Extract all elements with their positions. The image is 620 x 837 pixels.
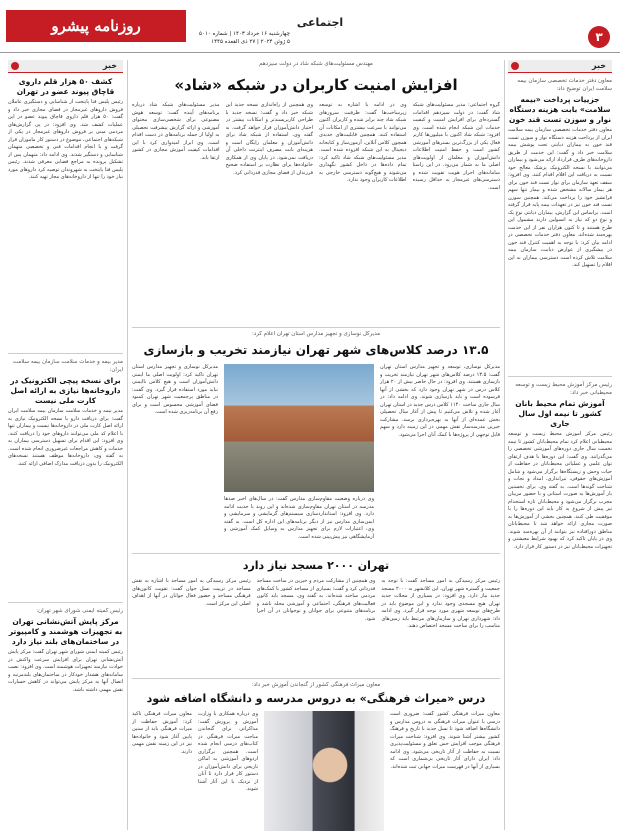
story2-body-c: مدیرکل نوسازی و تجهیز مدارس استان تهران تاکید کرد: اولویت اصلی ما ایمنی دانش‌آموزان است و هیچ کلاس ناایمنی نباید مورد استفاده قرار گیرد. وی گفت: در مناطق پرجمعیت شهر تهران کمبود فضای آموزشی محسوس است و برای رفع آن برنامه‌ریزی شده است. xyxy=(132,364,218,415)
story4-body-a: معاون میراث فرهنگی کشور گفت: ضروری است درسی با عنوان میراث فرهنگی به دروس مدارس و دانشگاه‌ها اضافه شود تا نسل جدید با تاریخ و فرهنگ کشور بیشتر آشنا شوند. وی افزود: شناخت میراث فرهنگی موجب افزایش حس تعلق و مسئولیت‌پذیری نسبت به حفاظت از آثار تاریخی می‌شود. وی ادامه داد: ایران دارای آثار تاریخی بی‌شماری است که بسیاری از آنها در فهرست میراث جهانی ثبت شده‌اند. xyxy=(390,711,500,770)
story4-headline: درس «میراث فرهنگی» به دروس مدرسه و دانشگاه اضافه شود xyxy=(146,692,486,705)
right-news-title: خبر xyxy=(591,61,606,70)
divider xyxy=(132,553,500,554)
date-line xyxy=(190,30,290,46)
left-item1-body: رئیس پلیس فتا پایتخت از شناسایی و دستگیری عاملان فروش داروهای غیرمجاز در فضای مجازی خبر داد و گفت: ۵۰ هزار قلم داروی قاچاق پیوند عضو در این عملیات کشف شد. وی افزود: در پی گزارش‌های مردمی مبنی بر فروش داروهای غیرمجاز در یکی از شبکه‌های اجتماعی، موضوع در دستور کار ماموران قرار گرفت و با انجام اقدامات فنی و تخصصی متهمان شناسایی و دستگیر شدند. وی ادامه داد: متهمان پس از تشکیل پرونده به مراجع قضایی معرفی شدند. رئیس پلیس فتا پایتخت به شهروندان توصیه کرد داروهای مورد نیاز خود را تنها از داروخانه‌های مجاز تهیه کنند. xyxy=(8,99,123,180)
story3-body-b: وی همچنین از مشارکت مردم و خیرین در ساخت مساجد قدردانی کرد و گفت: بسیاری از مساجد کشور با کمک‌های مردمی ساخته شده‌اند. به گفته وی، مسجد باید کانون فعالیت‌های فرهنگی، اجتماعی و آموزشی محله باشد و برنامه‌های متنوعی برای جوانان و نوجوانان در آن اجرا شود. xyxy=(256,578,376,622)
story2-body-b: وی درباره وضعیت مقاوم‌سازی مدارس گفت: در سال‌های اخیر صدها مدرسه در استان تهران مقاوم‌سازی شده‌اند و این روند با جدیت ادامه دارد. وی افزود: استانداردسازی سیستم‌های گرمایشی و سرمایشی و ایمن‌سازی مدارس نیز از دیگر برنامه‌های این اداره کل است. به گفته وی، اعتبارات لازم برای تجهیز مدارس به وسایل کمک آموزشی و آزمایشگاهی نیز پیش‌بینی شده است. xyxy=(224,496,374,540)
column-divider xyxy=(504,60,505,830)
story4-body-b: وی درباره همکاری با وزارت آموزش و پرورش گفت: مذاکراتی برای گنجاندن مباحث میراث فرهنگی در کتاب‌های درسی انجام شده است. همچنین برگزاری اردوهای آموزشی به اماکن تاریخی برای دانش‌آموزان در دستور کار قرار دارد تا آنان از نزدیک با این آثار آشنا شوند. xyxy=(198,711,258,792)
story4-kicker: معاون میراث فرهنگی کشور از گنجاندن آموزش خبر داد: xyxy=(251,682,381,688)
right-item2-body: رئیس مرکز آموزش محیط زیست و توسعه محیطبانی اعلام کرد تمام محیط‌بانان کشور تا نیمه نخست سال جاری دوره‌های آموزشی تخصصی را می‌گذرانند. وی گفت: این دوره‌ها با هدف ارتقای توان علمی و عملیاتی محیط‌بانان در حفاظت از حیات وحش و زیستگاه‌ها برگزار می‌شود و شامل آموزش‌های حقوقی، تیراندازی، امداد و نجات و شناخت گونه‌ها است. به گفته وی، برای نخستین بار آموزش‌ها به صورت استانی و با حضور مربیان مجرب برگزار می‌شود و محیط‌بانان تازه استخدام نیز پیش از شروع به کار باید این دوره‌ها را با موفقیت طی کنند. همچنین بخشی از آموزش‌ها به صورت مجازی ارائه خواهد شد تا محیط‌بانان مناطق دورافتاده نیز بتوانند از آن بهره‌مند شوند. وی در پایان تاکید کرد که بهبود شرایط معیشتی و تجهیزات محیط‌بانان نیز در دستور کار قرار دارد. xyxy=(508,431,612,550)
divider xyxy=(508,376,612,377)
right-item1-kicker: معاون دفتر خدمات تخصصی سازمان بیمه سلامت ایران توضیح داد: xyxy=(517,78,612,92)
section-title: اجتماعی xyxy=(296,16,344,29)
story4-body xyxy=(132,711,500,831)
masthead xyxy=(0,0,620,53)
left-item2-body: مدیر بیمه و خدمات سلامت سازمان بیمه سلامت ایران گفت: برای دریافت دارو با نسخه الکترونیک نیازی به ارائه اصل کارت ملی در داروخانه‌ها نیست و بیماران تنها با اعلام کد ملی می‌توانند داروهای خود را دریافت کنند. وی افزود: این اقدام برای تسهیل دسترسی بیماران به خدمات و کاهش مراجعات غیرضروری انجام شده است. به گفته وی، داروخانه‌ها موظف هستند نسخه‌های الکترونیک را بدون دریافت مدارک اضافی ارائه کنند. xyxy=(8,408,123,467)
story3-body xyxy=(132,578,500,674)
school-building-photo xyxy=(224,364,374,492)
chevron-icon xyxy=(11,62,19,70)
chevron-icon xyxy=(511,62,519,70)
lead-body xyxy=(132,102,500,327)
lead-body-col3: وی همچنین از راه‌اندازی نسخه جدید این شبکه خبر داد و گفت: نسخه جدید با طراحی کاربرپسندتر و امکانات بیشتر در اختیار دانش‌آموزان قرار خواهد گرفت. به گفته وی، استفاده از شبکه شاد برای دانش‌آموزان و معلمان رایگان است و هزینه‌ای بابت مصرف اینترنت داخلی آن دریافت نمی‌شود. در پایان وی از همکاری خانواده‌ها برای نظارت بر استفاده صحیح فرزندان از فضای مجازی قدردانی کرد. xyxy=(225,102,313,176)
left-news-title: خبر xyxy=(102,61,117,70)
divider xyxy=(8,353,123,354)
classrooms-story xyxy=(132,330,500,550)
story2-headline: ۱۳.۵ درصد کلاس‌های شهر تهران نیازمند تخریب و بازسازی xyxy=(143,343,489,357)
divider xyxy=(132,678,500,679)
lead-kicker: مهندس مسئولیت‌های شبکه شاد در دولت سیزدهم xyxy=(259,61,373,67)
story4-body-c: معاون میراث فرهنگی تاکید کرد: آموزش حفاظت از میراث فرهنگی باید از سنین پایین آغاز شود و خانواده‌ها نیز در این زمینه نقش مهمی دارند. xyxy=(132,711,192,755)
right-news-column xyxy=(508,60,612,830)
right-item1-body: معاون دفتر خدمات تخصصی سازمان بیمه سلامت ایران از پرداخت هزینه دستگاه نوار و سوزن تست قند خون به بیماران دیابتی تحت پوشش بیمه سلامت خبر داد و گفت: این خدمت از طریق داروخانه‌های طرف قرارداد ارائه می‌شود و بیماران می‌توانند با نسخه الکترونیک پزشک معالج خود نسبت به دریافت این اقلام اقدام کنند. وی افزود: سقف تعهد سازمان برای نوار تست قند خون برای هر بیمار سالانه مشخص شده و بیمار تنها سهم فرانشیز خود را پرداخت می‌کند. همچنین سوزن تست قند خون نیز در تعهدات بیمه پایه قرار گرفته است. براساس این گزارش، بیماران دیابتی نوع یک و نوع دو که نیاز به انسولین دارند مشمول این طرح هستند و تا کنون هزاران نفر از این خدمت بهره‌مند شده‌اند. معاون دفتر خدمات تخصصی در ادامه بیان کرد: با توجه به اهمیت کنترل قند خون در پیشگیری از عوارض دیابت، سازمان بیمه سلامت تلاش کرده است دسترسی بیماران به این اقلام را تسهیل کند. xyxy=(508,127,612,268)
story2-photo-column xyxy=(224,364,374,554)
lead-story xyxy=(132,60,500,325)
lead-body-col4: مدیر مسئولیت‌های شبکه شاد درباره برنامه‌های آینده گفت: توسعه هوش مصنوعی برای شخصی‌سازی محتوای آموزشی و ارائه گزارش پیشرفت تحصیلی به اولیا از جمله برنامه‌های در دست اقدام است. وی ابراز امیدواری کرد با این اقدامات کیفیت آموزش مجازی در کشور ارتقا یابد. xyxy=(132,102,220,161)
date-line-1: چهارشنبه ۱۶ خرداد ۱۴۰۳ | شماره ۵۰۱۰ xyxy=(199,31,290,37)
lead-headline: افزایش امنیت کاربران در شبکه «شاد» xyxy=(174,76,458,94)
newspaper-logo: روزنامه پیشرو xyxy=(6,10,186,42)
lead-body-col1: گروه اجتماعی: مدیر مسئولیت‌های شبکه شاد گفت: در دولت سیزدهم اقدامات گسترده‌ای برای افزایش امنیت و کیفیت خدمات این شبکه انجام شده است. وی افزود: شبکه شاد اکنون با میلیون‌ها کاربر فعال یکی از بزرگ‌ترین بسترهای آموزشی کشور است و حفظ امنیت اطلاعات دانش‌آموزان و معلمان از اولویت‌های اصلی ما به شمار می‌رود. در این راستا سامانه‌های احراز هویت تقویت شده و دسترسی‌های غیرمجاز به حداقل رسیده است. xyxy=(412,102,500,191)
column-divider xyxy=(127,60,128,830)
page-number: ۳ xyxy=(588,26,610,48)
left-item2-headline: برای نسخه پیچی الکترونیک در داروخانه‌ها نیازی به ارائه اصل کارت ملی نیست xyxy=(10,376,121,405)
story2-body-a: مدیرکل نوسازی، توسعه و تجهیز مدارس استان تهران گفت: ۱۳.۵ درصد کلاس‌های شهر تهران نیازمند تخریب و بازسازی هستند. وی افزود: در حال حاضر بیش از ۲۰ هزار کلاس درس در شهر تهران وجود دارد که بخشی از آنها فرسوده است و باید بازسازی شوند. وی ادامه داد: در سال جاری ساخت ۱۱۴۰ کلاس درس جدید در استان تهران آغاز شده و تلاش می‌کنیم تا پیش از آغاز سال تحصیلی بخش عمده‌ای از آنها به بهره‌برداری برسد. مشارکت خیرین مدرسه‌ساز نقش مهمی در این زمینه دارد و سهم قابل توجهی از پروژه‌ها با کمک آنان اجرا می‌شود. xyxy=(380,364,500,438)
story3-body-a: رئیس مرکز رسیدگی به امور مساجد گفت: با توجه به جمعیت و گستره شهر تهران، این کلانشهر به ۲۰۰۰ مسجد جدید نیاز دارد. وی افزود: در بسیاری از محلات جدید تهران هیچ مسجدی وجود ندارد و این موضوع باید در طرح‌های توسعه شهری مورد توجه قرار گیرد. وی ادامه داد: شهرداری تهران و سازمان‌های مرتبط باید زمین‌های مناسب را برای ساخت مسجد اختصاص دهند. xyxy=(381,578,500,629)
mosques-story xyxy=(132,556,500,676)
left-item3-kicker: رئیس کمیته ایمنی شورای شهر تهران: xyxy=(36,608,123,614)
left-item3-body: رئیس کمیته ایمنی شورای شهر تهران گفت: مرکز پایش آتش‌نشانی تهران برای افزایش سرعت واکنش در حوادث نیازمند تجهیزات هوشمند است. وی افزود: نصب سامانه‌های هشدار خودکار در ساختمان‌های بلندمرتبه و اتصال آنها به مرکز پایش می‌تواند در کاهش خسارات نقش مهمی داشته باشد. xyxy=(8,649,123,693)
story2-kicker: مدیرکل نوسازی و تجهیز مدارس استان تهران اعلام کرد: xyxy=(251,331,381,337)
right-item2-headline: آموزش تمام محیط بانان کشور تا نیمه اول سال جاری xyxy=(515,399,605,428)
left-item2-kicker: مدیر بیمه و خدمات سلامت سازمان بیمه سلامت ایران: xyxy=(12,359,123,373)
official-portrait-photo xyxy=(264,711,384,831)
story2-body xyxy=(132,364,500,554)
divider xyxy=(132,327,500,328)
left-news-column xyxy=(8,60,123,830)
left-item1-headline: کشف ۵۰ هزار قلم داروی قاچاق پیوند عضو در تهران xyxy=(16,77,115,96)
story3-headline: تهران ۲۰۰۰ مسجد نیاز دارد xyxy=(242,559,390,572)
lead-body-col2: وی در ادامه با اشاره به توسعه زیرساخت‌ها گفت: ظرفیت سرورهای شبکه شاد چند برابر شده و کاربران اکنون می‌توانند با سرعت بیشتری از امکانات آن استفاده کنند. همچنین قابلیت‌های جدیدی همچون کلاس آنلاین، آزمون‌ساز و کتابخانه دیجیتال به این شبکه افزوده شده است. مدیر مسئولیت‌های شبکه شاد تاکید کرد: تمام داده‌ها در داخل کشور نگهداری می‌شوند و هیچ‌گونه دسترسی خارجی به اطلاعات کاربران وجود ندارد. xyxy=(319,102,407,183)
date-line-2: ۵ ژوئن ۲۰۲۴ | ۲۷ ذی القعده ۱۴۴۵ xyxy=(211,39,290,45)
right-news-header xyxy=(508,60,612,73)
heritage-story xyxy=(132,681,500,831)
left-item3-headline: مرکز پایش آتش‌نشانی تهران به تجهیزات هوشمند و کامپیوتر در ساختمان‌های بلند نیاز دارد xyxy=(8,617,123,646)
story3-body-c: رئیس مرکز رسیدگی به امور مساجد با اشاره به نقش مساجد در تربیت نسل جوان گفت: تقویت کانون‌های فرهنگی مساجد و حضور فعال جوانان در آنها از اهداف اصلی این مرکز است. xyxy=(131,578,251,607)
left-news-header xyxy=(8,60,123,73)
right-item1-headline: جزییات پرداخت «بیمه سلامت» بابت هزینه دستگاه نوار و سوزن تست قند خون xyxy=(508,95,612,124)
right-item2-kicker: رئیس مرکز آموزش محیط زیست و توسعه محیطبانی خبر داد: xyxy=(515,382,612,396)
divider xyxy=(8,602,123,603)
